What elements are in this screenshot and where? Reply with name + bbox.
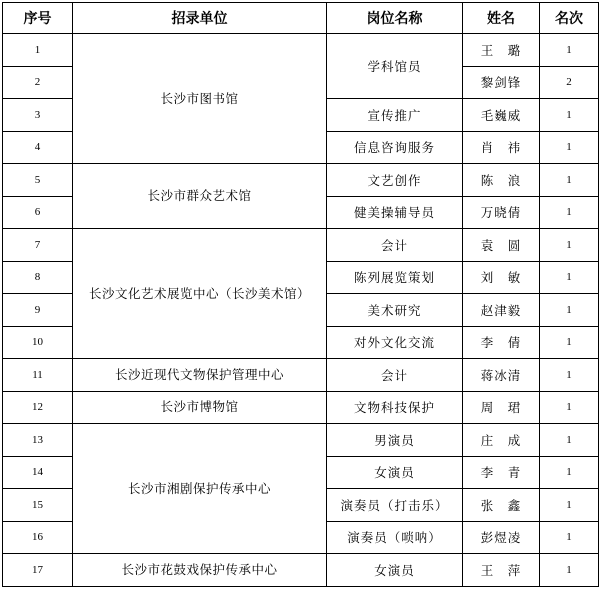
unit-cell: 长沙市图书馆 — [73, 34, 327, 164]
seq-cell: 5 — [3, 164, 73, 197]
post-cell: 宣传推广 — [327, 99, 463, 132]
name-cell: 李 倩 — [463, 326, 540, 359]
rank-cell: 1 — [540, 99, 599, 132]
name-cell: 袁 圆 — [463, 229, 540, 262]
post-cell: 文物科技保护 — [327, 391, 463, 424]
name-cell: 彭煜凌 — [463, 521, 540, 554]
table-row — [3, 229, 599, 262]
post-cell: 健美操辅导员 — [327, 196, 463, 229]
post-cell: 演奏员（唢呐） — [327, 521, 463, 554]
table-row — [3, 359, 599, 392]
post-cell: 学科馆员 — [327, 34, 463, 99]
rank-cell: 1 — [540, 391, 599, 424]
rank-cell: 1 — [540, 489, 599, 522]
unit-cell: 长沙市群众艺术馆 — [73, 164, 327, 229]
post-cell: 男演员 — [327, 424, 463, 457]
unit-cell: 长沙市湘剧保护传承中心 — [73, 424, 327, 554]
unit-cell: 长沙文化艺术展览中心（长沙美术馆） — [73, 229, 327, 359]
rank-cell: 2 — [540, 66, 599, 99]
name-cell: 陈 浪 — [463, 164, 540, 197]
rank-cell: 1 — [540, 34, 599, 67]
header-rank: 名次 — [540, 3, 599, 34]
unit-cell: 长沙近现代文物保护管理中心 — [73, 359, 327, 392]
post-cell: 女演员 — [327, 554, 463, 587]
name-cell: 肖 祎 — [463, 131, 540, 164]
name-cell: 李 青 — [463, 456, 540, 489]
seq-cell: 7 — [3, 229, 73, 262]
name-cell: 王 璐 — [463, 34, 540, 67]
name-cell: 庄 成 — [463, 424, 540, 457]
post-cell: 女演员 — [327, 456, 463, 489]
name-cell: 黎剑锋 — [463, 66, 540, 99]
seq-cell: 1 — [3, 34, 73, 67]
table-row — [3, 164, 599, 197]
rank-cell: 1 — [540, 554, 599, 587]
name-cell: 万晓倩 — [463, 196, 540, 229]
recruitment-results-table — [2, 2, 599, 587]
table-row — [3, 424, 599, 457]
unit-cell: 长沙市博物馆 — [73, 391, 327, 424]
rank-cell: 1 — [540, 164, 599, 197]
table-row — [3, 554, 599, 587]
header-post: 岗位名称 — [327, 3, 463, 34]
seq-cell: 16 — [3, 521, 73, 554]
seq-cell: 13 — [3, 424, 73, 457]
unit-cell: 长沙市花鼓戏保护传承中心 — [73, 554, 327, 587]
post-cell: 陈列展览策划 — [327, 261, 463, 294]
rank-cell: 1 — [540, 294, 599, 327]
table-row — [3, 391, 599, 424]
rank-cell: 1 — [540, 521, 599, 554]
rank-cell: 1 — [540, 456, 599, 489]
seq-cell: 6 — [3, 196, 73, 229]
name-cell: 刘 敏 — [463, 261, 540, 294]
seq-cell: 15 — [3, 489, 73, 522]
seq-cell: 14 — [3, 456, 73, 489]
rank-cell: 1 — [540, 196, 599, 229]
rank-cell: 1 — [540, 261, 599, 294]
seq-cell: 3 — [3, 99, 73, 132]
seq-cell: 11 — [3, 359, 73, 392]
post-cell: 美术研究 — [327, 294, 463, 327]
rank-cell: 1 — [540, 424, 599, 457]
name-cell: 毛巍威 — [463, 99, 540, 132]
name-cell: 周 珺 — [463, 391, 540, 424]
name-cell: 蒋冰清 — [463, 359, 540, 392]
seq-cell: 4 — [3, 131, 73, 164]
name-cell: 赵津毅 — [463, 294, 540, 327]
seq-cell: 10 — [3, 326, 73, 359]
rank-cell: 1 — [540, 131, 599, 164]
seq-cell: 9 — [3, 294, 73, 327]
post-cell: 会计 — [327, 229, 463, 262]
post-cell: 演奏员（打击乐） — [327, 489, 463, 522]
header-unit: 招录单位 — [73, 3, 327, 34]
seq-cell: 2 — [3, 66, 73, 99]
seq-cell: 8 — [3, 261, 73, 294]
header-name: 姓名 — [463, 3, 540, 34]
table-row — [3, 34, 599, 67]
seq-cell: 12 — [3, 391, 73, 424]
post-cell: 文艺创作 — [327, 164, 463, 197]
name-cell: 张 鑫 — [463, 489, 540, 522]
rank-cell: 1 — [540, 326, 599, 359]
post-cell: 信息咨询服务 — [327, 131, 463, 164]
post-cell: 会计 — [327, 359, 463, 392]
seq-cell: 17 — [3, 554, 73, 587]
header-seq: 序号 — [3, 3, 73, 34]
rank-cell: 1 — [540, 229, 599, 262]
header-row — [3, 3, 599, 34]
post-cell: 对外文化交流 — [327, 326, 463, 359]
name-cell: 王 萍 — [463, 554, 540, 587]
rank-cell: 1 — [540, 359, 599, 392]
